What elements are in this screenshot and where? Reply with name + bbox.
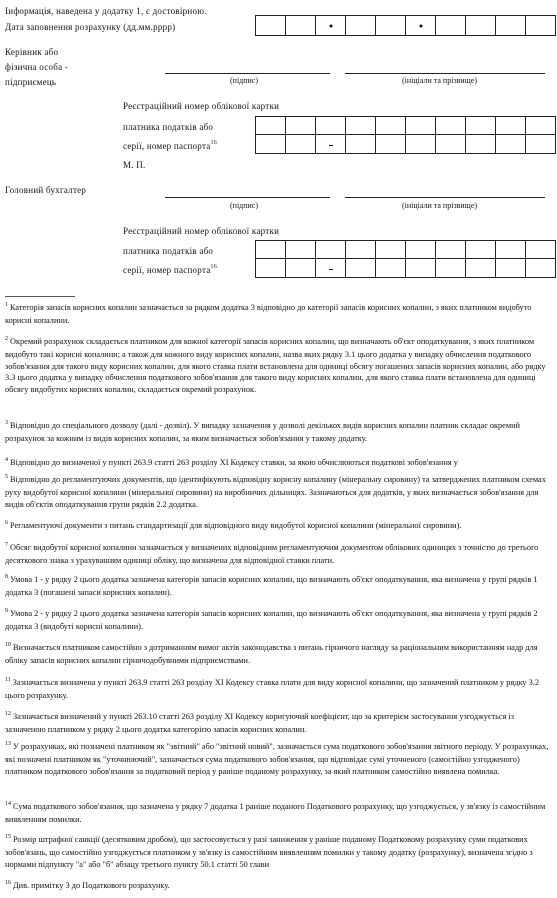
dot-separator <box>419 24 422 27</box>
footnote-number: 8 <box>5 574 8 580</box>
footnote-text: У розрахунках, які позначені платником як "звітний" або "звітний новий", зазначається сума податкового зобов'язання звітного періоду. У розрахунках, які позначені платником як "уточнюючий", зазначається сума податкового зобов'язання, що відповідає сумі уточненого (самостійно узгодженого) платником податкового зобов'язання за податковий період у раніше поданому розрахунку, за який платником самостійно виявлена помилка. <box>5 742 549 776</box>
footnote-text: Відповідно до регламентуючих документів, що ідентифікують відповідну корисну копалину (мінеральну сировину) та затверджених платником схемах руху видобутої корисної копалини (мінеральної сировини) на виробничих дільницях. Зазначаються для додатків, у яких визначається зобов'язання для видів об'єктів оподаткування групи рядків 2.2 додатка. <box>5 475 546 509</box>
head-reg-line2: платника податків або <box>123 122 214 132</box>
passport-cell[interactable] <box>376 135 406 154</box>
footnote-number: 10 <box>5 642 11 648</box>
footnote-7 <box>5 542 553 567</box>
footnote-13 <box>5 741 553 777</box>
tax-id-cell[interactable] <box>346 241 376 259</box>
dot-separator <box>329 24 332 27</box>
passport-cell[interactable] <box>466 259 496 278</box>
head-name-line[interactable] <box>345 73 545 74</box>
passport-cell[interactable] <box>286 259 316 278</box>
accountant-reg-line3-text: серії, номер паспорта <box>123 265 211 275</box>
passport-cell[interactable] <box>496 135 526 154</box>
footnote-number: 6 <box>5 520 8 526</box>
passport-cell[interactable] <box>526 259 556 278</box>
attestation-text: Інформація, наведена у додатку 1, є достовірною. <box>5 6 207 16</box>
passport-cell[interactable] <box>436 135 466 154</box>
passport-cell[interactable] <box>466 135 496 154</box>
footnote-number: 4 <box>5 457 8 463</box>
tax-id-cell[interactable] <box>376 117 406 135</box>
tax-id-cell[interactable] <box>466 241 496 259</box>
tax-id-cell[interactable] <box>316 117 346 135</box>
footnote-9 <box>5 608 553 633</box>
footnote-text: Зазначається визначений у пункті 263.10 статті 263 розділу XI Кодексу коригуючий коефіцієнт, що за критерієм застосування узгоджується із зазначеною платником у рядку 2 цього додатка категорією запасів корисних копалин. <box>5 712 515 735</box>
accountant-reg-line2: платника податків або <box>123 246 214 256</box>
passport-cell[interactable] <box>526 135 556 154</box>
footnote-text: Сума податкового зобов'язання, що зазначена у рядку 7 додатка 1 раніше поданого Податкового розрахунку, що узгоджується, у зв'язку із самостійним виявленням помилки. <box>5 802 546 825</box>
head-reg-line3 <box>123 141 217 152</box>
accountant-signature-line[interactable] <box>165 197 330 198</box>
footnote-3 <box>5 420 553 445</box>
tax-id-cell[interactable] <box>526 241 556 259</box>
footnote-number: 13 <box>5 741 11 747</box>
footnote-text: Зазначається визначена у пункті 263.9 статті 263 розділу XI Кодексу ставка плати для виду корисної копалини, що зазначений платником у рядку 3.2 цього розрахунку. <box>5 678 539 701</box>
footnote-ref: 16 <box>210 264 217 270</box>
accountant-tax-id-grid[interactable] <box>255 240 556 278</box>
accountant-label: Головний бухгалтер <box>5 185 87 195</box>
stamp-label: М. П. <box>123 160 146 170</box>
footnote-number: 3 <box>5 420 8 426</box>
footnote-text: Відповідно до спеціального дозволу (далі - дозвіл). У випадку зазначення у дозволі декількох видів корисних копалин платник складає окремий розрахунок за кожним із видів корисних копалин, за яким визначається зобов'язання у такому додатку. <box>5 421 520 444</box>
date-cell[interactable] <box>496 16 526 36</box>
date-cell[interactable] <box>256 16 286 36</box>
passport-cell[interactable] <box>256 135 286 154</box>
date-cell[interactable] <box>436 16 466 36</box>
date-cell[interactable] <box>466 16 496 36</box>
dash-separator <box>329 269 333 270</box>
passport-cell[interactable] <box>256 259 286 278</box>
footnote-4 <box>5 457 553 470</box>
footnote-10 <box>5 642 553 667</box>
fill-date-label: Дата заповнення розрахунку (дд.мм.рррр) <box>5 22 176 32</box>
footnote-number: 15 <box>5 834 11 840</box>
footnote-text: Розмір штрафної санкції (десятковим дробом), що застосовується у разі заниження у раніше поданому Податковому розрахунку суми податкових зобов'язань, що самостійно узгоджується платником у зв'язку із самостійним виявленням помилки у такому додатку (розрахунку), визначена згідно з нормами підпункту "а" або "б" абзацу третього пункту 50.1 статті 50 глави <box>5 835 533 869</box>
accountant-name-line[interactable] <box>345 197 545 198</box>
footnote-text: Умова 1 - у рядку 2 цього додатка зазначена категорія запасів корисних копалин, що визначають об'єкт оподаткування, яка визначена у групі рядків 1 додатка 3 (погашені запаси корисних копалин). <box>5 575 538 598</box>
accountant-name-caption: (ініціали та прізвище) <box>402 201 478 210</box>
head-label-line1: Керівник або <box>5 47 59 57</box>
passport-cell[interactable] <box>286 135 316 154</box>
footnote-number: 5 <box>5 474 8 480</box>
footnote-number: 2 <box>5 336 8 342</box>
footnote-number: 7 <box>5 542 8 548</box>
head-name-caption: (ініціали та прізвище) <box>402 76 478 85</box>
tax-id-cell[interactable] <box>496 241 526 259</box>
footnote-ref: 16 <box>210 140 217 146</box>
passport-cell[interactable] <box>346 259 376 278</box>
head-label-line2: фізична особа - <box>5 62 69 72</box>
footnote-text: Умова 2 - у рядку 2 цього додатка зазначена категорія запасів корисних копалин, що визначають об'єкт оподаткування, яка визначена у групі рядків 2 додатка 3 (видобуті корисні копалини). <box>5 609 538 632</box>
fill-date-grid[interactable] <box>255 15 556 36</box>
passport-cell[interactable] <box>406 259 436 278</box>
date-cell[interactable] <box>346 16 376 36</box>
head-signature-line[interactable] <box>165 73 330 74</box>
tax-id-cell[interactable] <box>436 117 466 135</box>
footnote-15 <box>5 834 553 870</box>
tax-id-cell[interactable] <box>406 117 436 135</box>
tax-id-cell[interactable] <box>286 117 316 135</box>
date-separator-cell <box>316 16 346 36</box>
footnote-text: Обсяг видобутої корисної копалини зазначається у визначених відповідним регламентуючим документом облікових одиницях з точністю до третього десяткового знака з урахуванням одиниці обліку, що визначена для відповідної ставки плати. <box>5 543 539 566</box>
footnote-11 <box>5 677 553 702</box>
footnote-separator <box>5 296 75 297</box>
passport-cell[interactable] <box>496 259 526 278</box>
passport-cell[interactable] <box>376 259 406 278</box>
head-reg-line1: Реєстраційний номер облікової картки <box>123 101 280 111</box>
date-cell[interactable] <box>376 16 406 36</box>
tax-id-cell[interactable] <box>526 117 556 135</box>
tax-id-cell[interactable] <box>496 117 526 135</box>
tax-id-cell[interactable] <box>406 241 436 259</box>
head-tax-id-grid[interactable] <box>255 116 556 154</box>
accountant-reg-line1: Реєстраційний номер облікової картки <box>123 226 280 236</box>
date-separator-cell <box>406 16 436 36</box>
tax-id-cell[interactable] <box>436 241 466 259</box>
tax-id-cell[interactable] <box>286 241 316 259</box>
head-label-line3: підприємець <box>5 77 57 87</box>
footnote-number: 14 <box>5 801 11 807</box>
footnote-8 <box>5 574 553 599</box>
passport-separator-cell <box>316 259 346 278</box>
tax-id-cell[interactable] <box>466 117 496 135</box>
footnote-number: 1 <box>5 302 8 308</box>
accountant-reg-line3 <box>123 265 217 276</box>
footnote-number: 16 <box>5 880 11 886</box>
accountant-signature-caption: (підпис) <box>230 201 259 210</box>
footnote-text: Визначається платником самостійно з дотриманням вимог актів законодавства з питань гірничого нагляду за раціональним використанням надр для обліку запасів корисних копалин гірничодобувними підприємствами. <box>5 643 538 666</box>
tax-id-cell[interactable] <box>256 117 286 135</box>
footnote-6 <box>5 520 553 533</box>
passport-cell[interactable] <box>346 135 376 154</box>
footnote-text: Див. примітку 3 до Податкового розрахунку. <box>13 881 170 890</box>
tax-id-cell[interactable] <box>346 117 376 135</box>
footnote-text: Регламентуючі документи з питань стандартизації для відповідного виду видобутої корисної копалини (мінеральної сировини). <box>10 521 462 530</box>
footnote-1 <box>5 302 553 327</box>
date-cell[interactable] <box>526 16 556 36</box>
passport-separator-cell <box>316 135 346 154</box>
footnote-16 <box>5 880 553 893</box>
footnote-text: Окремий розрахунок складається платником для кожної категорії запасів корисних копалин, що визначають об'єкт оподаткування, з яких платником видобуто такі корисні копалини; а також для кожного виду корисних копалин, назва яких рядку 3.1 цього додатка у випадку обчислення податкового зобов'язання для такого виду корисних копалин, для якого ставка плати встановлена для одиниці обсягу погашених запасів корисних копалин, або рядку 3.3 цього додатка у випадку обчислення податкового зобов'язання для такого виду корисних копалин, для якого ставка плати встановлена для одиниці обсягу видобутих корисних копалин, складається окремий розрахунок. <box>5 337 546 394</box>
footnote-2 <box>5 336 553 395</box>
footnote-text: Відповідно до визначеної у пункті 263.9 статті 263 розділу XI Кодексу ставки, за якою обчислюються податкові зобов'язання у <box>10 458 458 467</box>
footnote-14 <box>5 801 553 826</box>
tax-id-cell[interactable] <box>376 241 406 259</box>
footnote-number: 12 <box>5 711 11 717</box>
dash-separator <box>329 145 333 146</box>
head-reg-line3-text: серії, номер паспорта <box>123 141 211 151</box>
footnote-12 <box>5 711 553 736</box>
tax-id-cell[interactable] <box>256 241 286 259</box>
footnote-number: 11 <box>5 677 11 683</box>
passport-cell[interactable] <box>406 135 436 154</box>
tax-id-cell[interactable] <box>316 241 346 259</box>
date-cell[interactable] <box>286 16 316 36</box>
footnote-5 <box>5 474 553 510</box>
passport-cell[interactable] <box>436 259 466 278</box>
head-signature-caption: (підпис) <box>230 76 259 85</box>
footnote-text: Категорія запасів корисних копалин зазначається за рядком додатка 3 відповідно до категорії запасів корисних копалин, з яких платником видобуто корисні копалини. <box>5 303 532 326</box>
footnote-number: 9 <box>5 608 8 614</box>
